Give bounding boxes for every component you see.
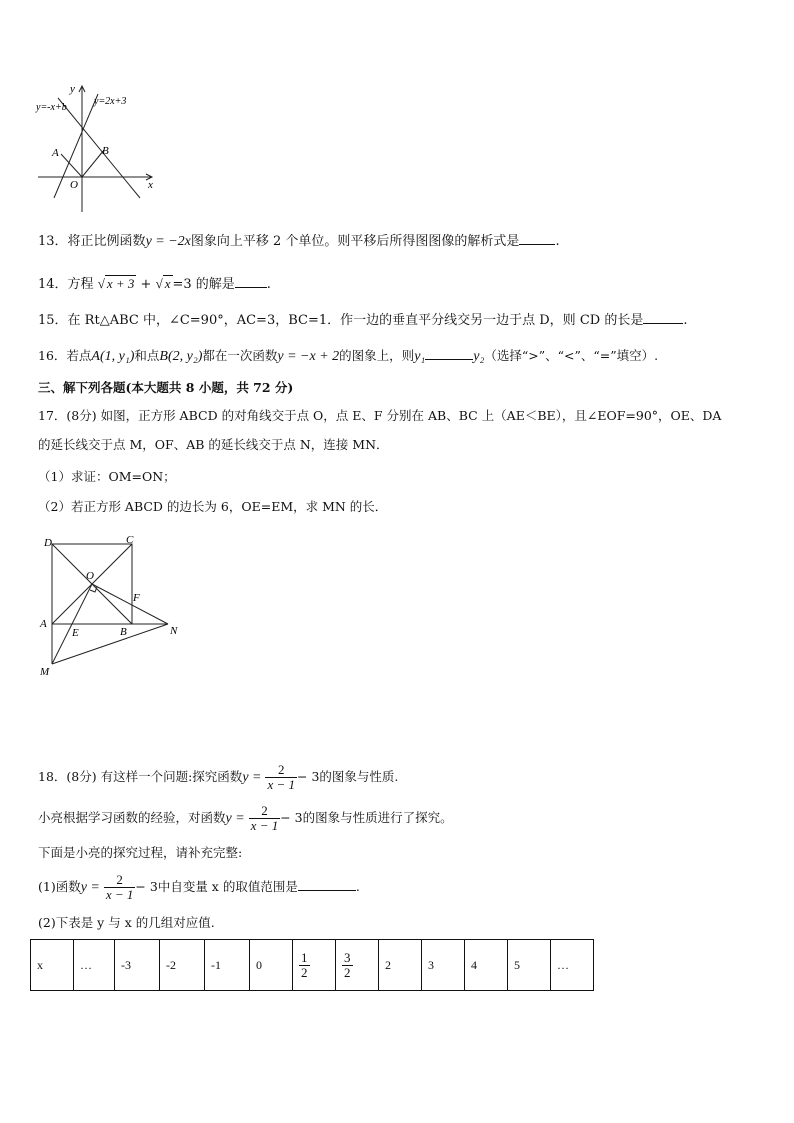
q16-y2: y₂ [473, 349, 485, 364]
q18-line-3: 下面是小亮的探究过程，请补充完整: [38, 845, 243, 860]
fig1-point-b-label: B [102, 145, 109, 157]
q17-line-2: 的延长线交于点 M，OF、AB 的延长线交于点 N，连接 MN． [38, 437, 389, 452]
q15-text: 在 Rt△ABC 中，∠C=90°，AC=3，BC=1．作一边的垂直平分线交另一边于点 D，则 CD 的长是 [67, 313, 644, 328]
table-cell [336, 940, 379, 991]
table-cell: 5 [508, 940, 551, 991]
q14-radicand-2: x [164, 276, 171, 291]
q18-line-4 [38, 873, 360, 902]
q18-frac-num: 2 [265, 763, 297, 778]
q18-frac-den: x − 1 [267, 777, 296, 792]
q14-text-a: 方程 [67, 277, 94, 292]
question-14 [38, 274, 271, 295]
q13-formula: y = −2x [145, 234, 191, 249]
q18-minus3-2: − 3 [280, 810, 303, 825]
q13-number: 13． [38, 234, 68, 249]
q18-line4-end: . [355, 879, 360, 894]
q18-frac2-num: 2 [249, 804, 281, 819]
fig1-line2-label: y=2x+3 [94, 96, 127, 107]
q14-radicand-1: x + 3 [106, 276, 135, 291]
fig1-origin-label: O [70, 179, 78, 191]
fig1-y-label: y [70, 83, 75, 95]
q18-fraction-3 [104, 873, 136, 902]
q17-line-1: 17．(8分) 如图，正方形 ABCD 的对角线交于点 O，点 E、F 分别在 AB、BC 上（AE＜BE），且∠EOF=90°，OE、DA [38, 408, 722, 423]
table-cell: 2 [379, 940, 422, 991]
q18-minus3-3: − 3 [135, 879, 158, 894]
q13-end: . [555, 234, 560, 249]
figure-coordinate-lines [34, 80, 164, 215]
q15-answer-blank[interactable] [643, 311, 683, 324]
fig2-label-f: F [133, 592, 140, 604]
q18-line1-b: 的图象与性质. [319, 769, 399, 784]
q18-frac3-den: x − 1 [105, 887, 134, 902]
q16-text-b: 和点 [134, 348, 160, 363]
table-fraction-num: 3 [344, 949, 351, 965]
table-cell: … [74, 940, 115, 991]
fig1-x-label: x [148, 179, 153, 191]
question-15 [38, 311, 687, 331]
q18-line4-b: 中自变量 x 的取值范围是 [157, 879, 298, 894]
table-row [31, 940, 594, 991]
q18-line1-a: 18．(8分) 有这样一个问题:探究函数 [38, 769, 243, 784]
q13-text-a: 将正比例函数 [67, 234, 146, 249]
table-fraction-num: 1 [301, 949, 308, 965]
q18-line-2 [38, 804, 453, 833]
fig2-label-n: N [170, 625, 178, 637]
fig2-label-m: M [40, 666, 50, 678]
table-cell: 3 [422, 940, 465, 991]
fig2-label-e: E [72, 627, 79, 639]
q16-answer-blank[interactable] [425, 347, 473, 360]
q14-plus: + [140, 277, 152, 292]
table-cell: 4 [465, 940, 508, 991]
q18-line4-a: (1)函数 [38, 879, 81, 894]
q16-text-e: （选择“>”、“<”、“=”填空）. [484, 348, 659, 363]
fig2-label-c: C [126, 534, 134, 546]
table-fraction-den: 2 [344, 964, 351, 980]
q18-line-5: (2)下表是 y 与 x 的几组对应值. [38, 915, 215, 930]
q15-end: . [683, 313, 688, 328]
q18-y-eq: y = [242, 770, 262, 785]
table-cell: 0 [250, 940, 293, 991]
q16-text-d: 的图象上，则 [339, 348, 415, 363]
fig2-label-b: B [120, 626, 127, 638]
section-3-title: 三、解下列各题(本大题共 8 小题，共 72 分) [38, 380, 294, 395]
q14-eq: =3 的解是 [172, 277, 235, 292]
table-cell [293, 940, 336, 991]
q16-point-b: B(2, y₂) [159, 349, 203, 364]
q18-line2-a: 小亮根据学习函数的经验，对函数 [38, 810, 226, 825]
q18-answer-blank[interactable] [298, 878, 356, 891]
table-fraction [299, 951, 310, 980]
q16-point-a: A(1, y₁) [91, 349, 135, 364]
table-cell: -3 [115, 940, 160, 991]
fig1-point-a-label: A [52, 147, 59, 159]
table-fraction-den: 2 [301, 964, 308, 980]
fig2-label-o: O [86, 570, 94, 582]
q18-line2-b: 的图象与性质进行了探究。 [302, 810, 453, 825]
q18-y-eq-2: y = [225, 811, 245, 826]
q16-y1: y₁ [414, 349, 426, 364]
q18-fraction-2 [249, 804, 281, 833]
q13-answer-blank[interactable] [519, 232, 555, 245]
fig2-label-d: D [44, 537, 52, 549]
q18-line-1 [38, 763, 398, 792]
table-fraction [342, 951, 353, 980]
q18-fraction [265, 763, 297, 792]
q16-formula: y = −x + 2 [277, 349, 340, 364]
question-16 [38, 346, 658, 367]
q15-number: 15． [38, 313, 68, 328]
value-table [30, 939, 594, 991]
q18-y-eq-3: y = [80, 880, 100, 895]
fig2-label-a: A [40, 618, 47, 630]
q14-sqrt-1: √ x + 3 [97, 276, 135, 291]
table-cell: -1 [205, 940, 250, 991]
table-cell: -2 [160, 940, 205, 991]
q18-minus3: − 3 [297, 769, 320, 784]
q14-end: . [266, 277, 271, 292]
q17-part-2: （2）若正方形 ABCD 的边长为 6，OE=EM，求 MN 的长． [38, 499, 388, 514]
question-13 [38, 232, 560, 252]
q17-part-1: （1）求证：OM=ON； [38, 469, 176, 484]
q14-number: 14． [38, 277, 68, 292]
q14-sqrt-2: √ x [155, 276, 171, 291]
q18-frac2-den: x − 1 [250, 818, 279, 833]
q18-frac3-num: 2 [104, 873, 136, 888]
q13-text-b: 图象向上平移 2 个单位。则平移后所得图图像的解析式是 [190, 234, 520, 249]
q16-number: 16． [38, 348, 67, 363]
q16-text-a: 若点 [66, 348, 92, 363]
q16-text-c: 都在一次函数 [202, 348, 278, 363]
fig1-line1-label: y=-x+b [36, 102, 67, 113]
table-cell: x [31, 940, 74, 991]
figure-square-abcd [36, 532, 186, 682]
table-cell: … [551, 940, 594, 991]
q14-answer-blank[interactable] [235, 275, 267, 288]
